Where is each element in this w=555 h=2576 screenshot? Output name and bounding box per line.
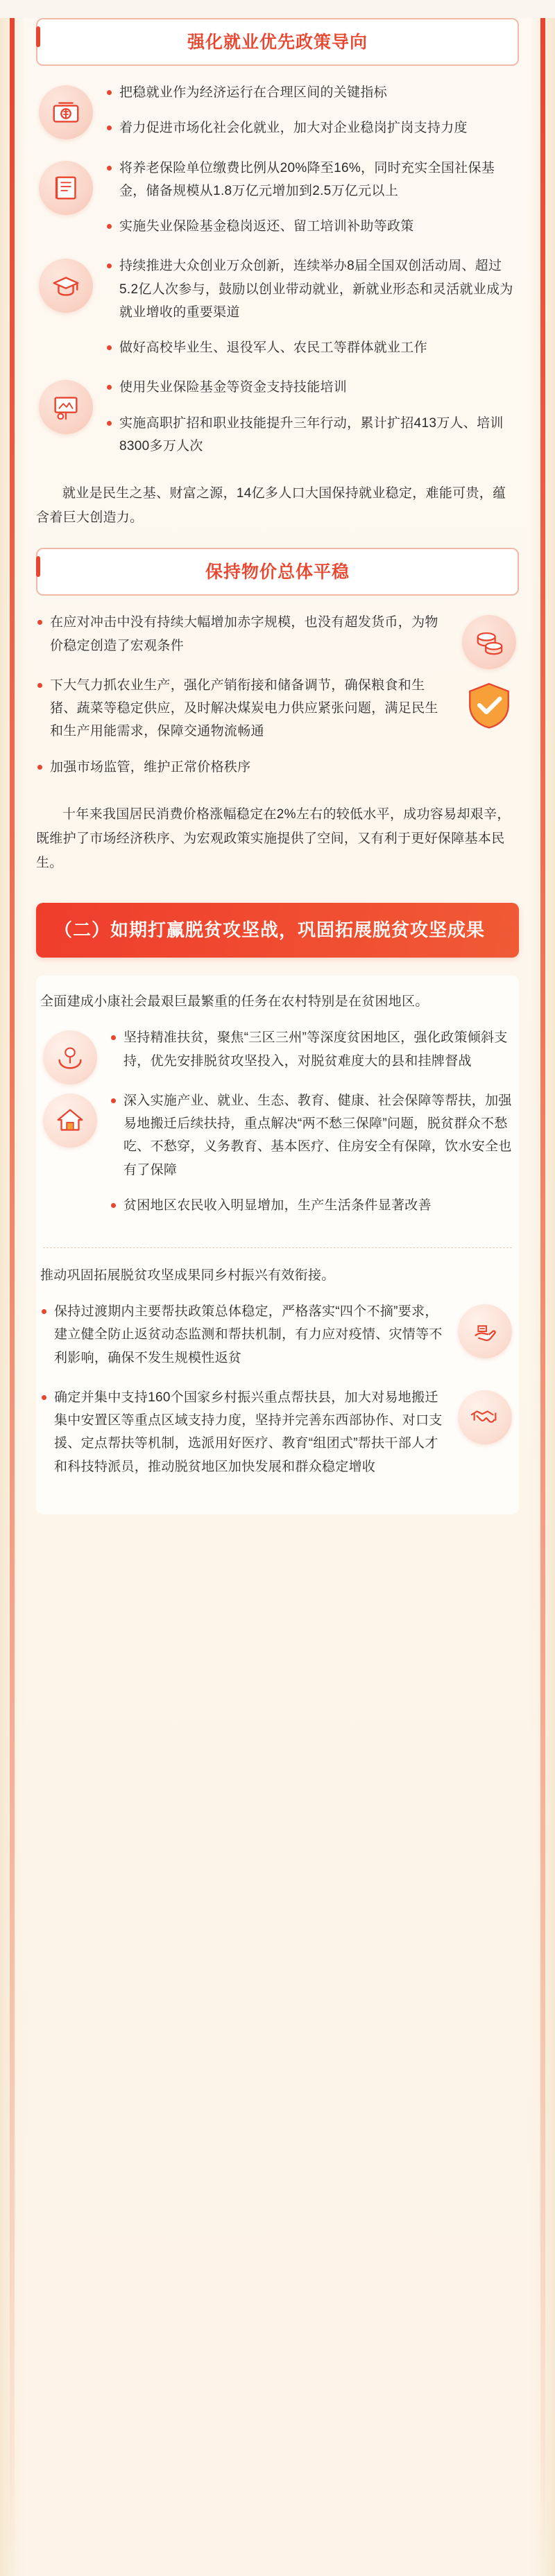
list-item: 使用失业保险基金等资金支持技能培训 bbox=[105, 376, 519, 399]
list-item: 实施失业保险基金稳岗返还、留工培训补助等政策 bbox=[105, 215, 519, 238]
poverty-icon-2-cell bbox=[40, 1089, 100, 1148]
prices-bullets-1 bbox=[36, 611, 450, 670]
badge-hands-plant-icon bbox=[43, 1030, 97, 1084]
list-item: 做好高校毕业生、退役军人、农民工等群体就业工作 bbox=[105, 336, 519, 359]
poverty-bullets-4 bbox=[40, 1386, 445, 1491]
list-item: 贫困地区农民收入明显增加，生产生活条件显著改善 bbox=[110, 1194, 515, 1217]
poverty-row-3 bbox=[40, 1300, 515, 1382]
poverty-intro: 全面建成小康社会最艰巨最繁重的任务在农村特别是在贫困地区。 bbox=[40, 994, 429, 1010]
poverty-row-1 bbox=[40, 1026, 515, 1085]
badge-support-hand-icon bbox=[458, 1304, 512, 1358]
prices-row-1 bbox=[36, 611, 519, 670]
list-item: 坚持精准扶贫，聚焦“三区三州”等深度贫困地区，强化政策倾斜支持，优先安排脱贫攻坚投入，对脱贫难度大的县和挂牌督战 bbox=[110, 1026, 515, 1073]
badge-training-icon bbox=[39, 380, 93, 434]
prices-row-2 bbox=[36, 674, 519, 791]
poverty-bullets-2 bbox=[110, 1089, 515, 1229]
employment-row-3 bbox=[36, 254, 519, 372]
list-item: 深入实施产业、就业、生态、教育、健康、社会保障等帮扶，加强易地搬迁后续扶持，重点解决“两不愁三保障”问题，脱贫群众不愁吃、不愁穿，义务教育、基本医疗、住房安全有保障，饮水安全也有了保障 bbox=[110, 1089, 515, 1182]
employment-icon-4-cell bbox=[36, 376, 96, 434]
employment-row-2 bbox=[36, 157, 519, 251]
section-title-employment-text: 强化就业优先政策导向 bbox=[187, 33, 368, 52]
list-item: 把稳就业作为经济运行在合理区间的关键指标 bbox=[105, 81, 519, 104]
list-item: 实施高职扩招和职业技能提升三年行动，累计扩招413万人、培训8300多万人次 bbox=[105, 412, 519, 458]
list-item: 在应对冲击中没有持续大幅增加赤字规模，也没有超发货币，为物价稳定创造了宏观条件 bbox=[36, 611, 450, 657]
document-page bbox=[0, 18, 555, 1542]
poverty-bullets-1 bbox=[110, 1026, 515, 1085]
employment-bullets-4 bbox=[105, 376, 519, 470]
prices-bullets-2 bbox=[36, 674, 450, 791]
poverty-divider bbox=[43, 1247, 512, 1248]
section-title-prices bbox=[36, 548, 519, 596]
prices-content bbox=[36, 611, 519, 875]
employment-row-1 bbox=[36, 81, 519, 153]
badge-house-icon bbox=[43, 1093, 97, 1148]
prices-icon-1-cell bbox=[459, 611, 519, 669]
employment-summary: 就业是民生之基、财富之源，14亿多人口大国保持就业稳定，难能可贵，蕴含着巨大创造力。 bbox=[36, 486, 506, 526]
list-item: 保持过渡期内主要帮扶政策总体稳定，严格落实“四个不摘”要求，建立健全防止返贫动态监测和帮扶机制，有力应对疫情、灾情等不利影响，确保不发生规模性返贫 bbox=[40, 1300, 445, 1369]
employment-icon-2-cell bbox=[36, 157, 96, 215]
section-heading-poverty: （二）如期打赢脱贫攻坚战，巩固拓展脱贫攻坚成果 bbox=[36, 903, 519, 958]
employment-row-4 bbox=[36, 376, 519, 470]
section-title-prices-text: 保持物价总体平稳 bbox=[205, 562, 350, 582]
employment-icon-1-cell bbox=[36, 81, 96, 139]
employment-content bbox=[36, 81, 519, 530]
employment-bullets-1 bbox=[105, 81, 519, 153]
badge-handshake-icon bbox=[458, 1390, 512, 1444]
poverty-mid-text: 推动巩固拓展脱贫攻坚成果同乡村振兴有效衔接。 bbox=[40, 1268, 335, 1283]
list-item: 下大气力抓农业生产，强化产销衔接和储备调节，确保粮食和生猪、蔬菜等稳定供应，及时解决煤炭电力供应紧张问题，满足民生和生产用能需求，保障交通物流畅通 bbox=[36, 674, 450, 743]
poverty-icon-1-cell bbox=[40, 1026, 100, 1084]
badge-graduation-icon bbox=[39, 259, 93, 313]
badge-book-icon bbox=[39, 161, 93, 215]
poverty-icon-4-cell bbox=[455, 1386, 515, 1444]
prices-summary: 十年来我国居民消费价格涨幅稳定在2%左右的较低水平，成功容易却艰辛，既维护了市场经济秩序、为宏观政策实施提供了空间，又有利于更好保障基本民生。 bbox=[36, 806, 511, 871]
poverty-row-4 bbox=[40, 1386, 515, 1491]
poverty-bullets-3 bbox=[40, 1300, 445, 1382]
poverty-row-2 bbox=[40, 1089, 515, 1229]
employment-icon-3-cell bbox=[36, 254, 96, 313]
poverty-content bbox=[36, 976, 519, 1514]
list-item: 加强市场监管，维护正常价格秩序 bbox=[36, 756, 450, 779]
list-item: 着力促进市场化社会化就业，加大对企业稳岗扩岗支持力度 bbox=[105, 116, 519, 139]
poverty-icon-3-cell bbox=[455, 1300, 515, 1358]
badge-money-icon bbox=[39, 85, 93, 139]
section-title-employment bbox=[36, 18, 519, 66]
list-item: 持续推进大众创业万众创新，连续举办8届全国双创活动周、超过5.2亿人次参与，鼓励以创业带动就业，新就业形态和灵活就业成为就业增收的重要渠道 bbox=[105, 254, 519, 324]
list-item: 确定并集中支持160个国家乡村振兴重点帮扶县，加大对易地搬迁集中安置区等重点区域支持力度，坚持并完善东西部协作、对口支援、定点帮扶等机制，选派用好医疗、教育“组团式”帮扶干部人才和科技特派员，推动脱贫地区加快发展和群众稳定增收 bbox=[40, 1386, 445, 1478]
list-item: 将养老保险单位缴费比例从20%降至16%，同时充实全国社保基金，储备规模从1.8万亿元增加到2.5万亿元以上 bbox=[105, 157, 519, 203]
prices-icon-2-cell bbox=[459, 674, 519, 732]
badge-check-shield-icon bbox=[462, 678, 516, 732]
employment-bullets-3 bbox=[105, 254, 519, 372]
badge-coins-icon bbox=[462, 615, 516, 669]
employment-bullets-2 bbox=[105, 157, 519, 251]
